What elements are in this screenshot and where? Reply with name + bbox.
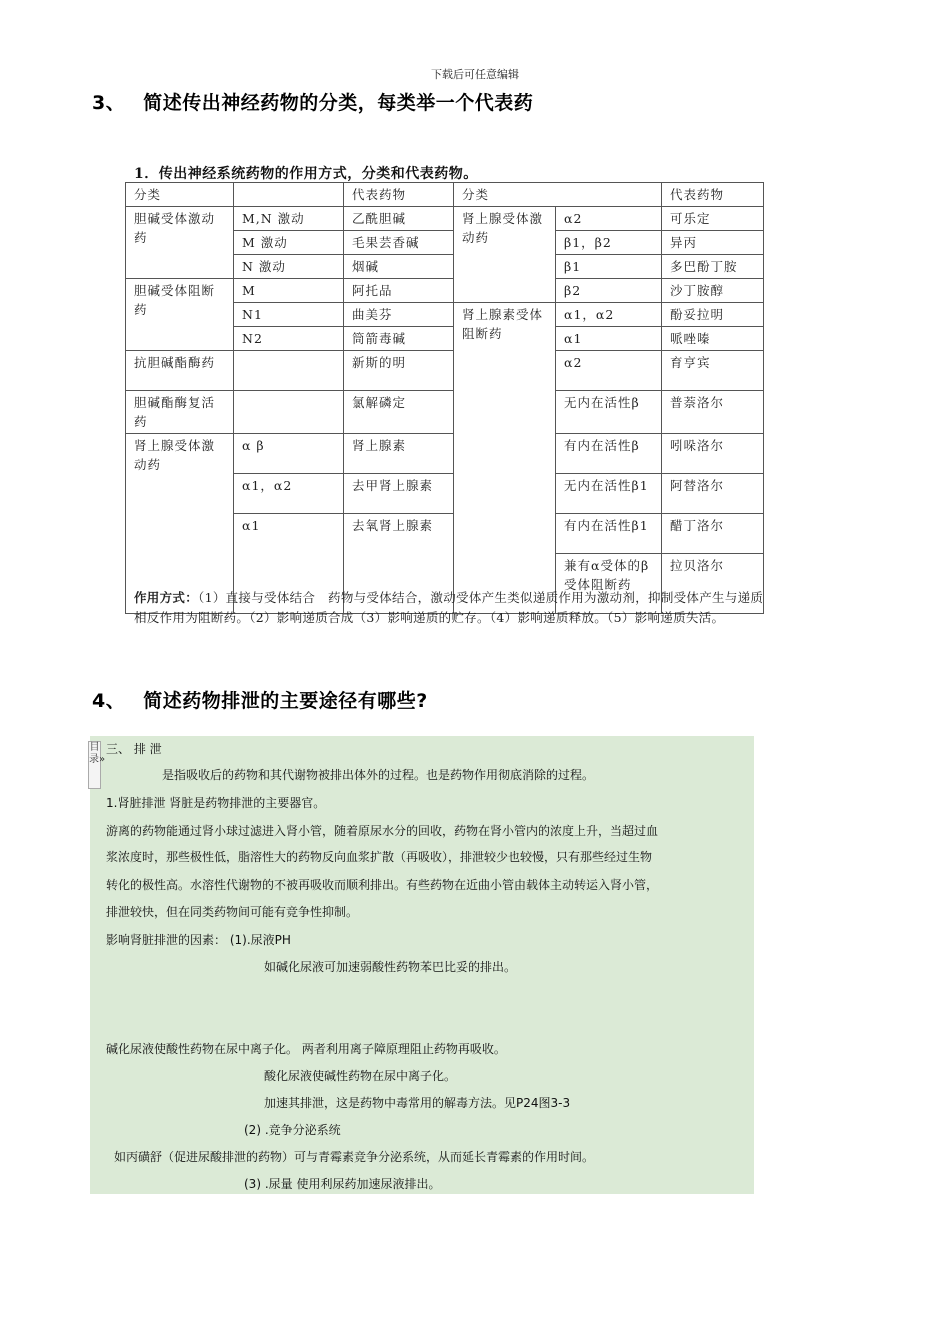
panel-line: 1.肾脏排泄 肾脏是药物排泄的主要器官。: [106, 796, 326, 810]
table-cell: 胆碱受体激动药: [126, 207, 234, 279]
table-header-cell: 分类: [126, 183, 234, 207]
table-cell: β1: [556, 255, 662, 279]
table-cell: α β: [234, 434, 344, 474]
question-4-text: 简述药物排泄的主要途径有哪些?: [143, 690, 428, 712]
table-cell: 拉贝洛尔: [662, 554, 764, 614]
panel-line: (3) .尿量 使用利尿药加速尿液排出。: [244, 1177, 441, 1191]
table-cell: 去甲肾上腺素: [344, 474, 454, 514]
panel-line: 如丙磺舒（促进尿酸排泄的药物）可与青霉素竞争分泌系统，从而延长青霉素的作用时间。: [114, 1150, 595, 1164]
table-header-cell: 分类: [454, 183, 662, 207]
panel-line: 如碱化尿液可加速弱酸性药物苯巴比妥的排出。: [264, 960, 517, 974]
panel-line: (2) .竞争分泌系统: [244, 1123, 341, 1137]
panel-line: 酸化尿液使碱性药物在尿中离子化。: [264, 1069, 457, 1083]
table-footnote: [134, 588, 764, 628]
table-cell: 普萘洛尔: [662, 391, 764, 434]
excretion-screenshot-panel: [90, 736, 754, 1194]
table-cell: 胆碱酯酶复活药: [126, 391, 234, 434]
table-cell: 吲哚洛尔: [662, 434, 764, 474]
table-cell: 有内在活性β1: [556, 514, 662, 554]
table-cell: 酚妥拉明: [662, 303, 764, 327]
table-cell: 毛果芸香碱: [344, 231, 454, 255]
table-cell: 有内在活性β: [556, 434, 662, 474]
table-cell: M,N 激动: [234, 207, 344, 231]
panel-line: 浆浓度时，那些极性低，脂溶性大的药物反向血浆扩散（再吸收），排泄较少也较慢，只有那些经过生物: [106, 850, 653, 864]
table-cell: 抗胆碱酯酶药: [126, 351, 234, 391]
table-cell: 多巴酚丁胺: [662, 255, 764, 279]
table-cell: α1，α2: [556, 303, 662, 327]
header-note: 下载后可任意编辑: [431, 68, 519, 81]
drug-classification-table: [125, 182, 764, 614]
panel-line: 影响肾脏排泄的因素： (1).尿液PH: [106, 933, 291, 947]
table-cell: [234, 351, 344, 391]
table-header-cell: [234, 183, 344, 207]
table-cell: N 激动: [234, 255, 344, 279]
table-footnote-text: （1）直接与受体结合 药物与受体结合，激动受体产生类似递质作用为激动剂，抑制受体产生与递质相反作用为阻断药。（2）影响递质合成（3）影响递质的贮存。（4）影响递质释放。（5）影响递质失活。: [134, 590, 764, 625]
table-cell: M: [234, 279, 344, 303]
table-cell: 阿托品: [344, 279, 454, 303]
table-cell: 去氧肾上腺素: [344, 514, 454, 614]
table-cell: M 激动: [234, 231, 344, 255]
table-cell: 肾上腺素受体阻断药: [454, 303, 556, 614]
table-header-cell: 代表药物: [344, 183, 454, 207]
table-cell: 阿替洛尔: [662, 474, 764, 514]
table-footnote-label: 作用方式：: [134, 590, 199, 605]
panel-line: 是指吸收后的药物和其代谢物被排出体外的过程。也是药物作用彻底消除的过程。: [162, 768, 595, 782]
table-cell: 兼有α受体的β受体阻断药: [556, 554, 662, 614]
table-cell: 曲美芬: [344, 303, 454, 327]
panel-line: 游离的药物能通过肾小球过滤进入肾小管，随着原尿水分的回收，药物在肾小管内的浓度上升，当超过血: [106, 824, 659, 838]
table-cell: 乙酰胆碱: [344, 207, 454, 231]
table-cell: 烟碱: [344, 255, 454, 279]
question-4-number: 4、: [92, 690, 126, 712]
table-header-cell: 代表药物: [662, 183, 764, 207]
table-cell: N1: [234, 303, 344, 327]
toc-side-tab[interactable]: 目录»: [88, 741, 101, 789]
table-cell: 可乐定: [662, 207, 764, 231]
table-cell: 育亨宾: [662, 351, 764, 391]
table-cell: 肾上腺素: [344, 434, 454, 474]
table-cell: α2: [556, 351, 662, 391]
table-cell: 新斯的明: [344, 351, 454, 391]
table-cell: α1: [556, 327, 662, 351]
table-cell: α1，α2: [234, 474, 344, 514]
table-cell: α2: [556, 207, 662, 231]
table-cell: β2: [556, 279, 662, 303]
panel-line: 加速其排泄，这是药物中毒常用的解毒方法。见P24图3-3: [264, 1096, 571, 1110]
table-cell: 筒箭毒碱: [344, 327, 454, 351]
panel-line: 排泄较快，但在同类药物间可能有竞争性抑制。: [106, 905, 359, 919]
table-cell: 胆碱受体阻断药: [126, 279, 234, 351]
table-cell: α1: [234, 514, 344, 614]
table-cell: N2: [234, 327, 344, 351]
question-4-title: [92, 686, 428, 713]
table-cell: 沙丁胺醇: [662, 279, 764, 303]
panel-title: 三、 排 泄: [106, 742, 162, 756]
table-cell: 异丙: [662, 231, 764, 255]
table-cell: 无内在活性β: [556, 391, 662, 434]
table-cell: 氯解磷定: [344, 391, 454, 434]
question-3-text: 简述传出神经药物的分类，每类举一个代表药: [143, 92, 534, 114]
question-3-title: [92, 88, 533, 115]
panel-line: 碱化尿液使酸性药物在尿中离子化。 两者利用离子障原理阻止药物再吸收。: [106, 1042, 506, 1056]
table-cell: 肾上腺受体激动药: [126, 434, 234, 614]
table-caption: 1．传出神经系统药物的作用方式，分类和代表药物。: [134, 166, 478, 182]
table-cell: [234, 391, 344, 434]
question-3-number: 3、: [92, 92, 126, 114]
table-cell: 肾上腺受体激动药: [454, 207, 556, 303]
panel-line: 转化的极性高。水溶性代谢物的不被再吸收而顺利排出。有些药物在近曲小管由载体主动转运入肾小管，: [106, 878, 659, 892]
table-cell: 无内在活性β1: [556, 474, 662, 514]
table-cell: β1，β2: [556, 231, 662, 255]
table-cell: 哌唑嗪: [662, 327, 764, 351]
table-cell: 醋丁洛尔: [662, 514, 764, 554]
